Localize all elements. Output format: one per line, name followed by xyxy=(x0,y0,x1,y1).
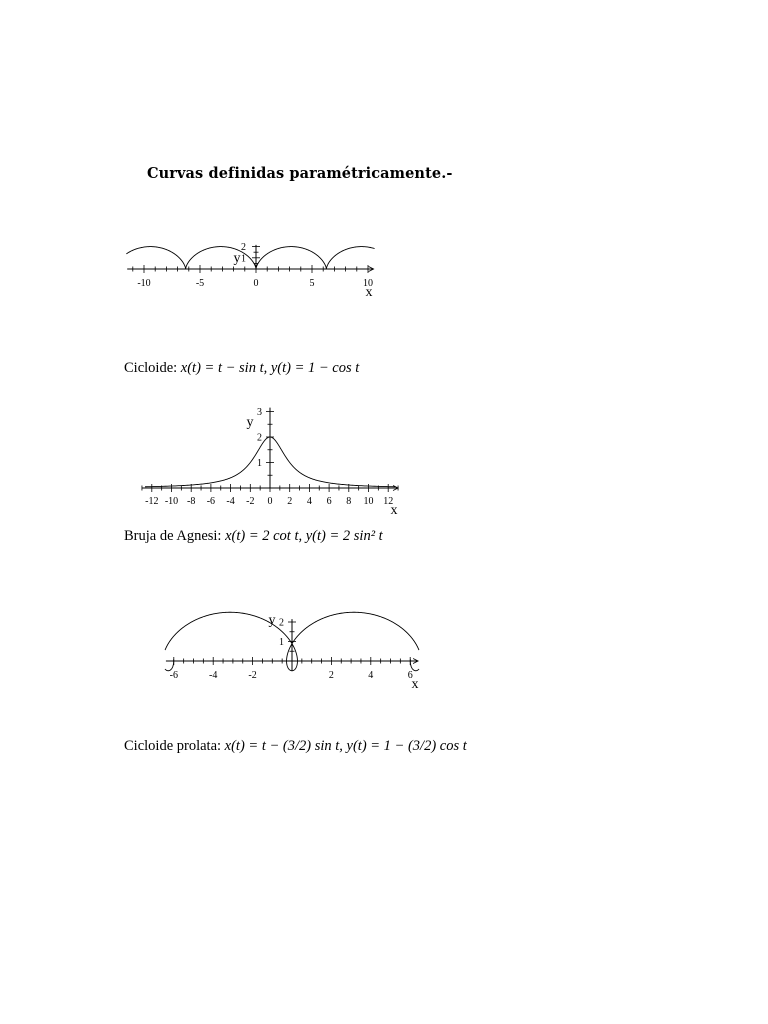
agnesi-x-label: x xyxy=(390,503,398,518)
agnesi-x-tick-label: -6 xyxy=(206,496,216,507)
agnesi-x-tick-label: -8 xyxy=(187,496,196,507)
agnesi-caption xyxy=(124,528,383,545)
cycloid-y-tick-label: 1 xyxy=(241,253,246,265)
agnesi-x-tick-label: 8 xyxy=(346,496,352,507)
prolate-x-tick-label: 6 xyxy=(407,670,413,681)
cycloid-x-tick-label: 0 xyxy=(253,278,259,289)
cycloid-y-tick-label: 2 xyxy=(241,242,246,254)
cycloid-y-label: y xyxy=(233,251,241,266)
prolate-caption-formula: x(t) = t − (3/2) sin t, y(t) = 1 − (3/2) cos t xyxy=(224,738,467,754)
cycloid-curve xyxy=(126,247,374,269)
cycloid-x-tick-label: 5 xyxy=(309,278,315,289)
agnesi-y-tick-label: 3 xyxy=(257,407,262,418)
agnesi-x-tick-label: -2 xyxy=(246,496,255,507)
agnesi-x-tick-label: -4 xyxy=(226,496,235,507)
prolate-y-label: y xyxy=(268,613,276,628)
agnesi-y-label: y xyxy=(246,415,254,430)
agnesi-x-tick-label: 6 xyxy=(326,496,332,507)
prolate-x-tick-label: -6 xyxy=(169,670,178,681)
agnesi-curve xyxy=(145,437,395,487)
prolate-x-tick-label: 4 xyxy=(368,670,374,681)
prolate-x-label: x xyxy=(411,677,419,692)
prolate-caption-name: Cicloide prolata: xyxy=(124,738,222,754)
prolate-y-tick-label: 1 xyxy=(279,637,284,648)
agnesi-x-tick-label: 12 xyxy=(383,496,394,507)
prolate-curve xyxy=(165,612,419,671)
cycloid-x-tick-label: 10 xyxy=(363,278,373,289)
agnesi-y-tick-label: 1 xyxy=(257,458,262,469)
cycloid-caption xyxy=(124,360,359,377)
agnesi-caption-formula: x(t) = 2 cot t, y(t) = 2 sin² t xyxy=(225,528,383,544)
cycloid-x-tick-label: -5 xyxy=(195,278,205,289)
agnesi-x-tick-label: 4 xyxy=(306,496,312,507)
prolate-x-tick-label: -4 xyxy=(209,670,218,681)
agnesi-caption-name: Bruja de Agnesi: xyxy=(124,528,222,544)
agnesi-x-tick-label: 2 xyxy=(287,496,293,507)
cycloid-x-arrow xyxy=(369,267,374,272)
cycloid-caption-name: Cicloide: xyxy=(124,360,178,376)
agnesi-x-tick-label: -12 xyxy=(145,496,159,507)
prolate-x-tick-label: -2 xyxy=(248,670,257,681)
cycloid-x-label: x xyxy=(365,285,373,300)
prolate-y-tick-label: 2 xyxy=(279,617,284,629)
agnesi-x-tick-label: -10 xyxy=(164,496,179,507)
agnesi-x-arrow xyxy=(393,486,398,491)
cycloid-caption-formula: x(t) = t − sin t, y(t) = 1 − cos t xyxy=(180,360,360,376)
agnesi-x-tick-label: 10 xyxy=(363,496,374,507)
prolate-x-tick-label: 2 xyxy=(328,670,334,681)
page-title: Curvas definidas paramétricamente.- xyxy=(147,165,453,182)
agnesi-y-tick-label: 2 xyxy=(257,432,262,444)
cycloid-x-tick-label: -10 xyxy=(137,278,151,289)
agnesi-x-tick-label: 0 xyxy=(267,496,273,507)
prolate-caption xyxy=(124,738,467,755)
prolate-x-arrow xyxy=(413,659,418,664)
